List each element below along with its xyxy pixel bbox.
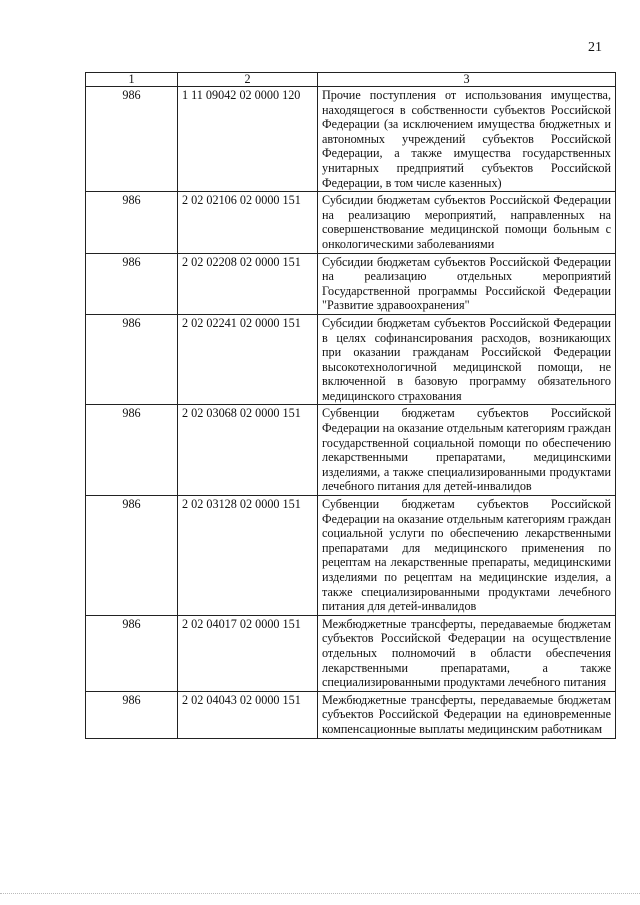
description-cell: Субсидии бюджетам субъектов Российской Федерации в целях софинансирования расходов, возникающих при оказании гражданам Российской Федерации высокотехнологичной медицинской помощи, не включенной в базовую программу обязательного медицинского страхования — [318, 314, 616, 405]
column-header-2: 2 — [178, 73, 318, 87]
table-header-row — [86, 73, 616, 87]
column-header-1: 1 — [86, 73, 178, 87]
description-cell: Межбюджетные трансферты, передаваемые бюджетам субъектов Российской Федерации на единовременные компенсационные выплаты медицинским работникам — [318, 691, 616, 738]
admin-code-cell: 986 — [86, 314, 178, 405]
admin-code-cell: 986 — [86, 87, 178, 192]
page-number: 21 — [588, 40, 602, 55]
scan-edge-divider — [0, 893, 640, 894]
description-cell: Субвенции бюджетам субъектов Российской Федерации на оказание отдельным категориям граждан государственной социальной помощи по обеспечению лекарственными препаратами, медицинскими изделиями, а также специализированными продуктами лечебного питания для детей-инвалидов — [318, 405, 616, 496]
budget-codes-table — [85, 72, 616, 739]
description-cell: Субвенции бюджетам субъектов Российской Федерации на оказание отдельным категориям граждан социальной услуги по обеспечению лекарственными препаратами для медицинского применения по рецептам на лекарственные препараты, медицинскими изделиями по рецептам на медицинские изделия, а также специализированными продуктами лечебного питания для детей-инвалидов — [318, 496, 616, 616]
revenue-code-cell: 2 02 02106 02 0000 151 — [178, 192, 318, 253]
table-row — [86, 691, 616, 738]
admin-code-cell: 986 — [86, 253, 178, 314]
revenue-code-cell: 2 02 03128 02 0000 151 — [178, 496, 318, 616]
admin-code-cell: 986 — [86, 496, 178, 616]
description-cell: Субсидии бюджетам субъектов Российской Федерации на реализацию мероприятий, направленных на совершенствование медицинской помощи больным с онкологическими заболеваниями — [318, 192, 616, 253]
table-row — [86, 192, 616, 253]
admin-code-cell: 986 — [86, 615, 178, 691]
revenue-code-cell: 2 02 03068 02 0000 151 — [178, 405, 318, 496]
table-row — [86, 405, 616, 496]
revenue-code-cell: 2 02 04043 02 0000 151 — [178, 691, 318, 738]
revenue-code-cell: 2 02 02208 02 0000 151 — [178, 253, 318, 314]
table-row — [86, 87, 616, 192]
revenue-code-cell: 2 02 04017 02 0000 151 — [178, 615, 318, 691]
description-cell: Прочие поступления от использования имущества, находящегося в собственности субъектов Российской Федерации (за исключением имущества бюджетных и автономных учреждений субъектов Российской Федерации, а также имущества государственных унитарных предприятий субъектов Российской Федерации, в том числе казенных) — [318, 87, 616, 192]
column-header-3: 3 — [318, 73, 616, 87]
description-cell: Межбюджетные трансферты, передаваемые бюджетам субъектов Российской Федерации на осуществление отдельных полномочий в области обеспечения лекарственными препаратами, а также специализированными продуктами лечебного питания — [318, 615, 616, 691]
table-row — [86, 314, 616, 405]
table-row — [86, 253, 616, 314]
admin-code-cell: 986 — [86, 405, 178, 496]
table-row — [86, 496, 616, 616]
admin-code-cell: 986 — [86, 192, 178, 253]
revenue-code-cell: 1 11 09042 02 0000 120 — [178, 87, 318, 192]
table-row — [86, 615, 616, 691]
description-cell: Субсидии бюджетам субъектов Российской Федерации на реализацию отдельных мероприятий Государственной программы Российской Федерации "Развитие здравоохранения" — [318, 253, 616, 314]
admin-code-cell: 986 — [86, 691, 178, 738]
revenue-code-cell: 2 02 02241 02 0000 151 — [178, 314, 318, 405]
